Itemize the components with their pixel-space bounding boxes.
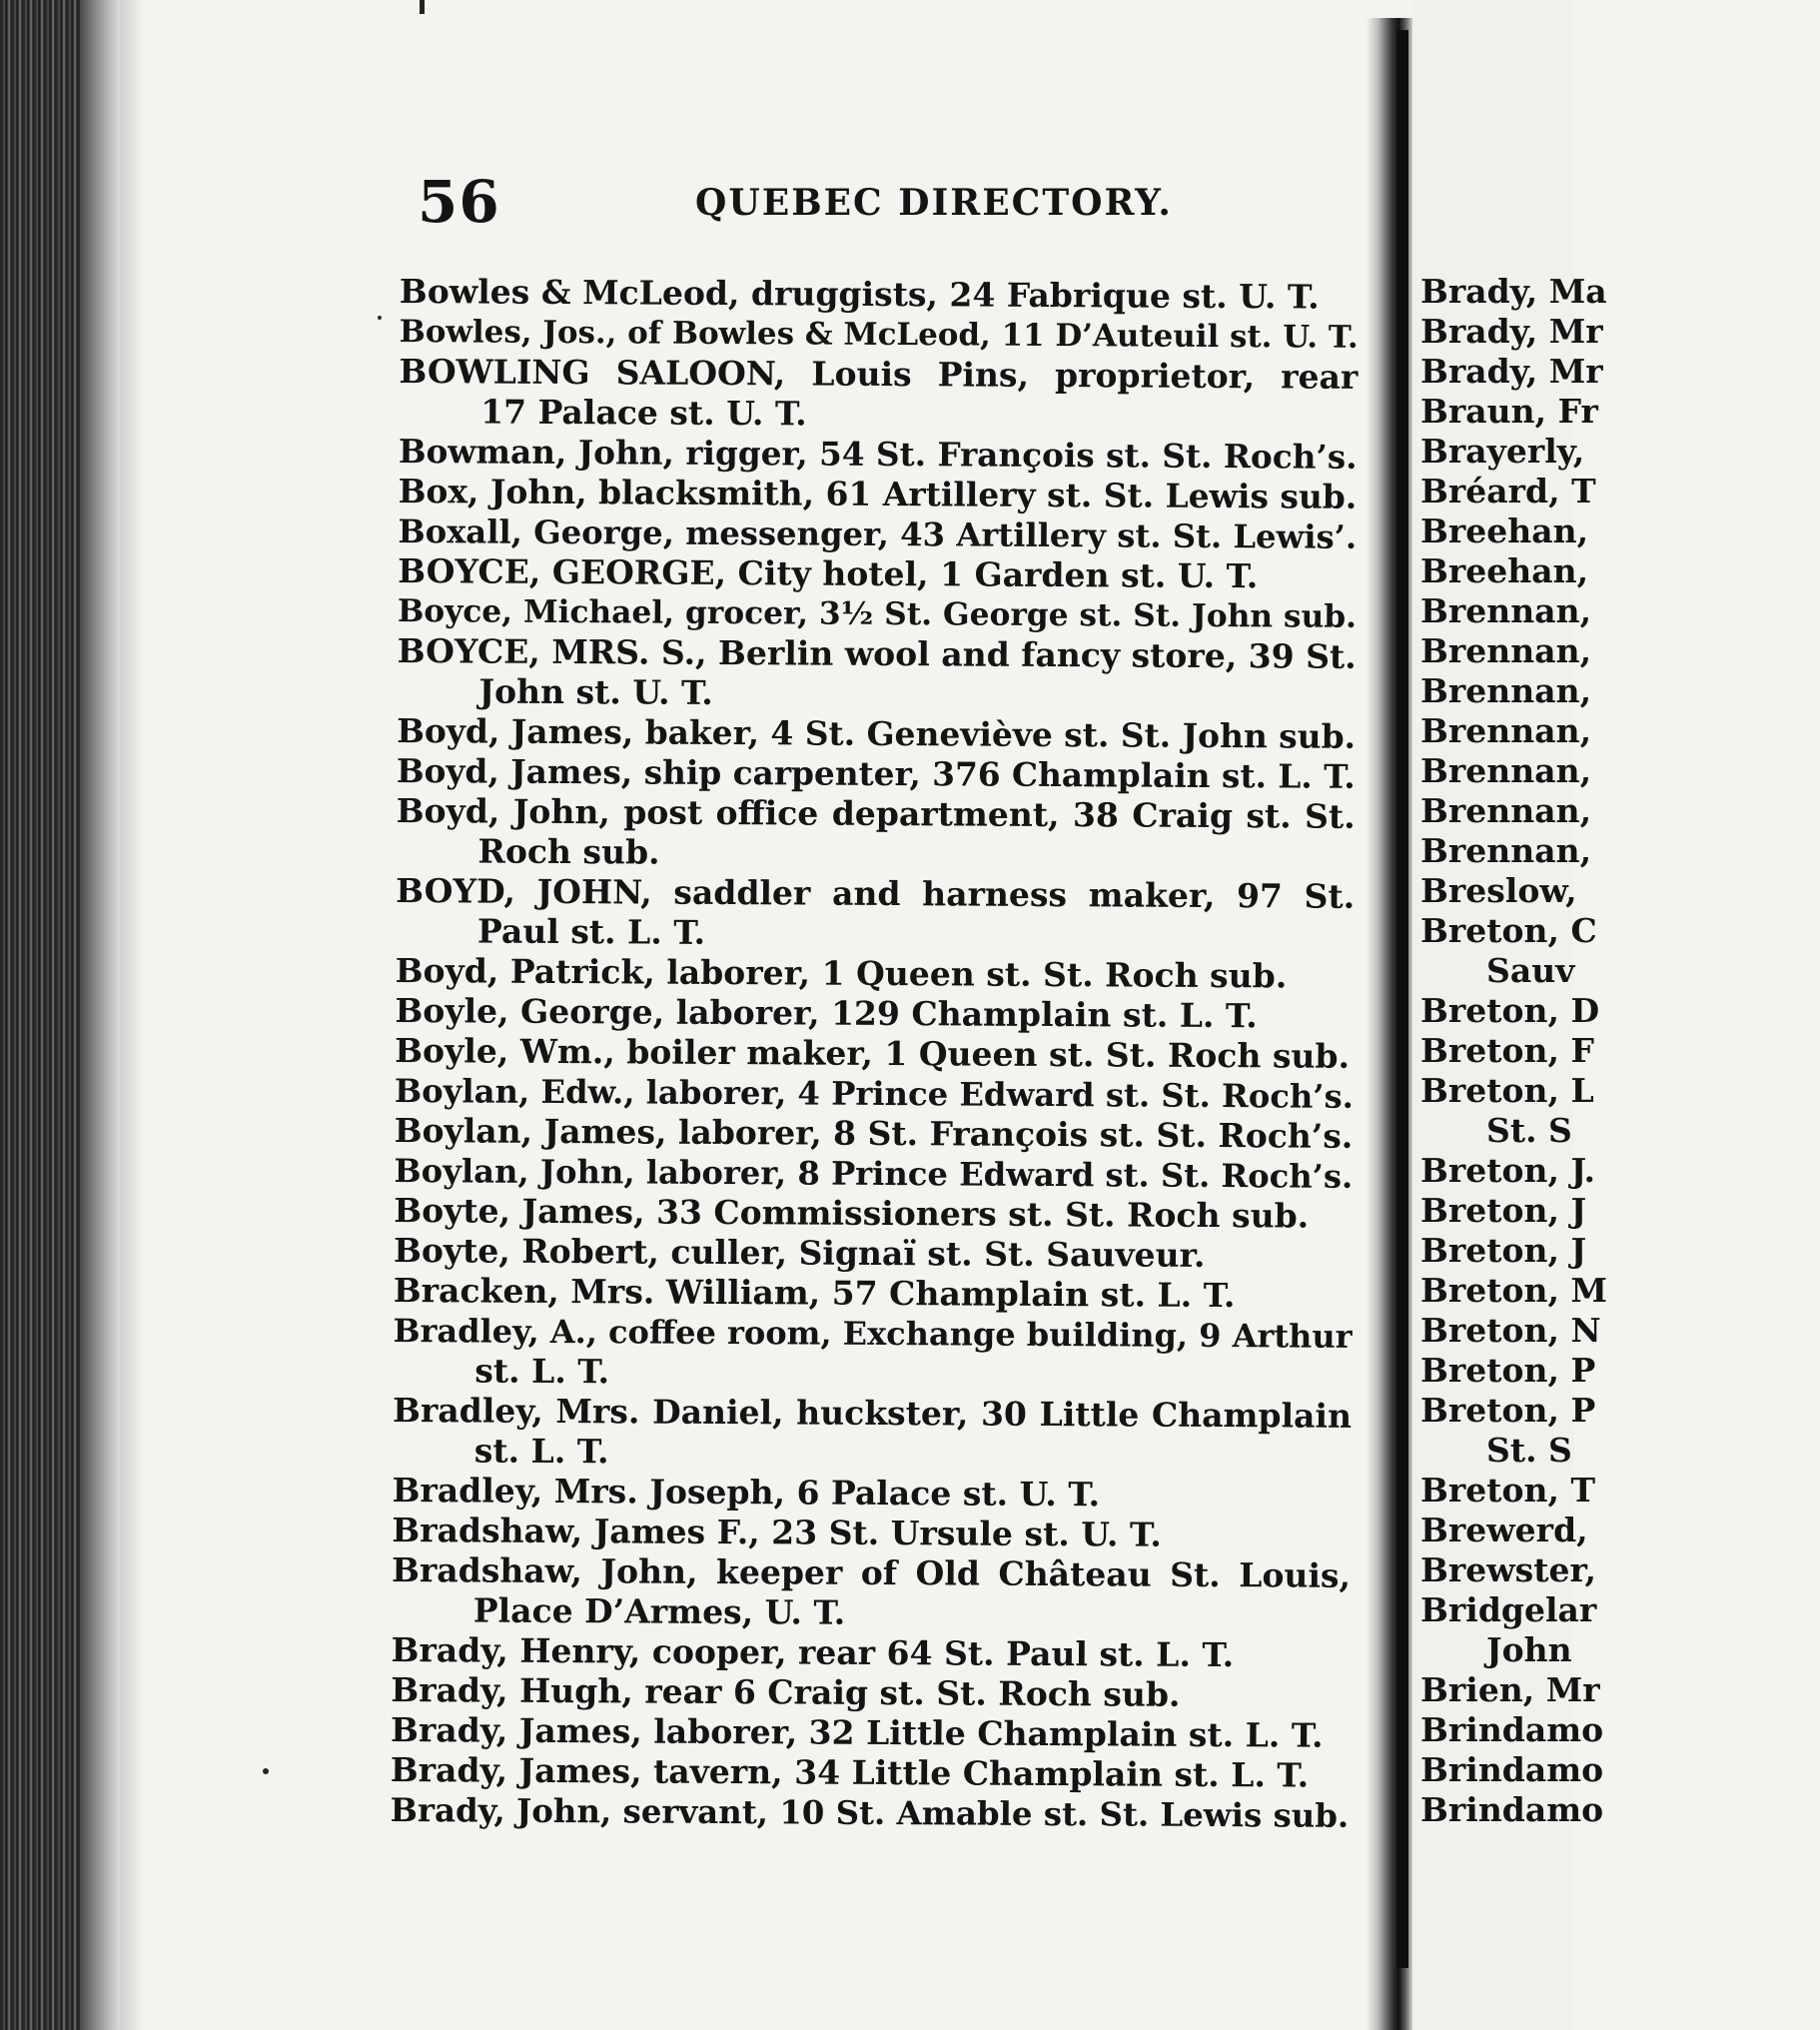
facing-entry-fragment: Brayerly,: [1420, 432, 1585, 471]
facing-entry-fragment: Brewerd,: [1420, 1511, 1588, 1549]
facing-page: [1412, 0, 1608, 2030]
facing-entry-fragment: Breton, D: [1420, 991, 1600, 1030]
directory-entry-line: Brady, John, servant, 10 St. Amable st. St. Lewis sub.: [390, 1790, 1350, 1835]
directory-entry-line: Boyle, George, laborer, 129 Champlain st. L. T.: [395, 990, 1258, 1036]
directory-entry-line: Boyd, John, post office department, 38 Craig st. St.: [396, 790, 1356, 836]
directory-entry-line: Bowles, Jos., of Bowles & McLeod, 11 D’Auteuil st. U. T.: [399, 313, 1359, 356]
entry-continuation-line: st. L. T.: [473, 1431, 609, 1472]
facing-entry-fragment: Breton, J.: [1420, 1151, 1596, 1190]
directory-entry-line: Boyle, Wm., boiler maker, 1 Queen st. St. Roch sub.: [395, 1030, 1351, 1076]
entry-continuation-line: Place D’Armes, U. T.: [472, 1590, 846, 1632]
page-number: 56: [418, 168, 500, 236]
facing-entry-fragment: Brennan,: [1420, 711, 1592, 750]
facing-entry-fragment: Brien, Mr: [1420, 1670, 1600, 1709]
directory-entry-line: Bradley, A., coffee room, Exchange building, 9 Arthur: [393, 1311, 1353, 1356]
directory-entry-line: BOYD, JOHN, saddler and harness maker, 97 St.: [396, 870, 1356, 916]
directory-entry-line: BOWLING SALOON, Louis Pins, proprietor, rear: [399, 351, 1359, 397]
directory-entry-line: Bowles & McLeod, druggists, 24 Fabrique st. U. T.: [399, 272, 1320, 317]
directory-entry-line: Bradley, Mrs. Joseph, 6 Palace st. U. T.: [392, 1470, 1101, 1515]
directory-entry-line: Brady, James, laborer, 32 Little Champlain st. L. T.: [390, 1709, 1324, 1755]
print-mark: [420, 0, 425, 14]
ink-speck: [263, 1768, 269, 1774]
facing-entry-fragment: Breton, C: [1420, 911, 1597, 950]
directory-entry-line: Boylan, Edw., laborer, 4 Prince Edward st. St. Roch’s.: [394, 1071, 1355, 1116]
facing-entry-fragment: Brindamo: [1420, 1750, 1604, 1789]
directory-entry-line: Bradley, Mrs. Daniel, huckster, 30 Little Champlain: [392, 1390, 1353, 1436]
directory-entry-line: Boyce, Michael, grocer, 3½ St. George st. St. John sub.: [397, 592, 1358, 635]
facing-entry-fragment: Breehan,: [1420, 551, 1589, 590]
directory-entries: [390, 272, 1359, 1836]
facing-entry-fragment: Brady, Mr: [1420, 312, 1603, 351]
directory-entry-line: Box, John, blacksmith, 61 Artillery st. St. Lewis sub.: [398, 471, 1358, 516]
facing-entry-fragment: Brennan,: [1420, 791, 1592, 830]
facing-entry-fragment: Brindamo: [1420, 1710, 1604, 1749]
facing-entry-fragment: Breslow,: [1420, 871, 1577, 910]
directory-entry-line: Bowman, John, rigger, 54 St. François st. St. Roch’s.: [398, 431, 1358, 477]
facing-entry-fragment: Breton, L: [1420, 1071, 1594, 1110]
facing-entry-fragment: Sauv: [1486, 951, 1575, 990]
directory-entry-line: Boylan, John, laborer, 8 Prince Edward st. St. Roch’s.: [394, 1151, 1354, 1196]
facing-entry-fragment: Brady, Ma: [1420, 272, 1607, 311]
directory-entry-line: Boylan, James, laborer, 8 St. François st. St. Roch’s.: [394, 1110, 1354, 1156]
gutter-shadow: [1396, 30, 1408, 1968]
book-page-edges: [0, 0, 80, 2030]
facing-entry-fragment: Brennan,: [1420, 751, 1592, 790]
facing-entry-fragment: Breton, J: [1420, 1231, 1587, 1270]
page-shadow: [120, 0, 144, 2030]
directory-entry-line: Brady, James, tavern, 34 Little Champlain st. L. T.: [390, 1749, 1310, 1795]
facing-entry-fragment: Bréard, T: [1420, 472, 1596, 510]
facing-entry-fragment: Brennan,: [1420, 671, 1592, 710]
facing-entry-fragment: Breton, P: [1420, 1391, 1596, 1430]
facing-entry-fragment: Breton, F: [1420, 1031, 1594, 1070]
facing-entry-fragment: John: [1486, 1630, 1572, 1669]
running-header-title: QUEBEC DIRECTORY.: [695, 182, 1173, 224]
directory-entry-line: Boyte, Robert, culler, Signaï st. St. Sauveur.: [393, 1230, 1206, 1275]
directory-entry-line: Boyd, James, ship carpenter, 376 Champlain st. L. T.: [396, 750, 1356, 796]
facing-entry-fragment: Braun, Fr: [1420, 392, 1598, 431]
facing-entry-fragment: Brady, Mr: [1420, 352, 1603, 391]
facing-entry-fragment: Breehan,: [1420, 511, 1589, 550]
book-page-edge-shadow: [80, 0, 120, 2030]
directory-entry-line: Boxall, George, messenger, 43 Artillery st. St. Lewis’.: [398, 511, 1358, 556]
ink-speck: [378, 316, 382, 320]
facing-page-entries: [1420, 272, 1820, 1830]
directory-entry-line: Brady, Henry, cooper, rear 64 St. Paul st. L. T.: [391, 1629, 1235, 1675]
facing-entry-fragment: Brindamo: [1420, 1790, 1604, 1829]
directory-entry-line: Bracken, Mrs. William, 57 Champlain st. L. T.: [393, 1270, 1236, 1316]
facing-entry-fragment: Brennan,: [1420, 631, 1592, 670]
facing-entry-fragment: Breton, T: [1420, 1471, 1596, 1510]
entry-continuation-line: John st. U. T.: [478, 671, 713, 712]
facing-entry-fragment: Brennan,: [1420, 591, 1592, 630]
directory-entry-line: Bradshaw, James F., 23 St. Ursule st. U. T.: [392, 1510, 1162, 1554]
facing-entry-fragment: Breton, P: [1420, 1351, 1596, 1390]
facing-entry-fragment: St. S: [1486, 1431, 1572, 1470]
directory-entry-line: Bradshaw, John, keeper of Old Château St. Louis,: [391, 1549, 1352, 1595]
facing-entry-fragment: Breton, M: [1420, 1271, 1608, 1310]
directory-entry-line: Boyte, James, 33 Commissioners st. St. Roch sub.: [394, 1190, 1310, 1236]
directory-entry-line: Boyd, James, baker, 4 St. Geneviève st. St. John sub.: [397, 710, 1357, 756]
directory-entry-line: BOYCE, MRS. S., Berlin wool and fancy store, 39 St.: [397, 630, 1357, 676]
facing-entry-fragment: St. S: [1486, 1111, 1572, 1150]
directory-entry-line: Brady, Hugh, rear 6 Craig st. St. Roch sub.: [391, 1669, 1181, 1714]
facing-entry-fragment: Brennan,: [1420, 831, 1592, 870]
entry-continuation-line: Paul st. L. T.: [476, 911, 706, 952]
facing-entry-fragment: Breton, J: [1420, 1191, 1587, 1230]
entry-continuation-line: Roch sub.: [477, 831, 660, 872]
directory-entry-line: Boyd, Patrick, laborer, 1 Queen st. St. Roch sub.: [395, 950, 1288, 996]
entry-continuation-line: st. L. T.: [474, 1351, 610, 1392]
facing-entry-fragment: Bridgelar: [1420, 1590, 1597, 1629]
directory-entry-line: BOYCE, GEORGE, City hotel, 1 Garden st. U. T.: [398, 550, 1259, 596]
facing-entry-fragment: Brewster,: [1420, 1550, 1596, 1589]
entry-continuation-line: 17 Palace st. U. T.: [480, 392, 807, 434]
facing-entry-fragment: Breton, N: [1420, 1311, 1601, 1350]
